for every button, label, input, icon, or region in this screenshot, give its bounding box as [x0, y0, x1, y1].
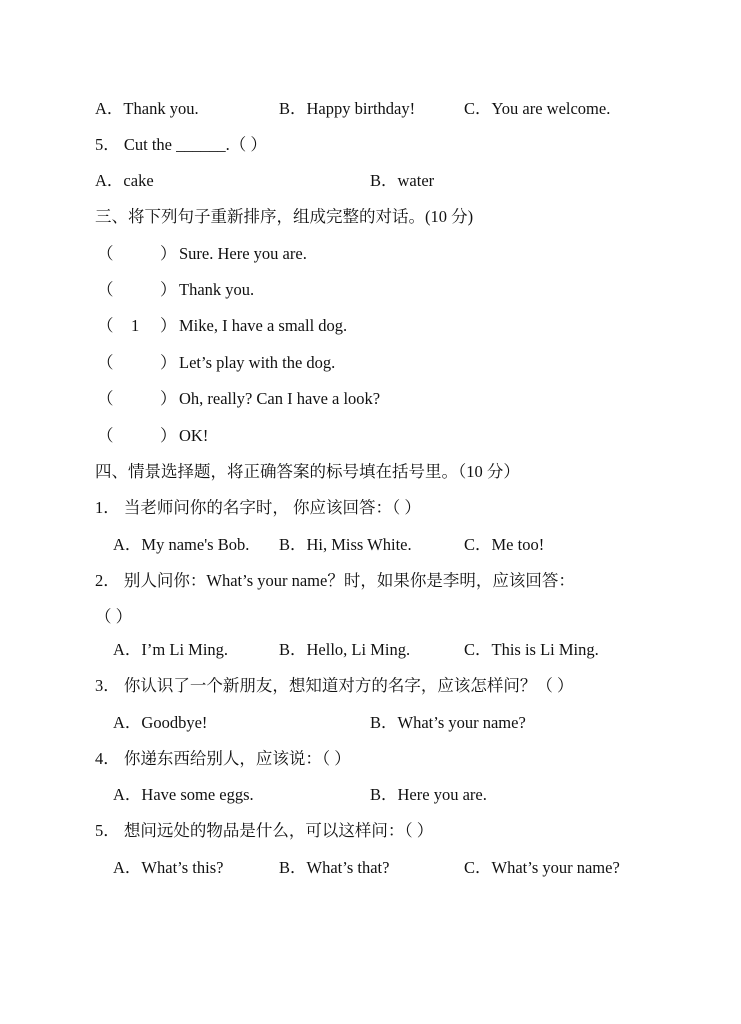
option-a: A．What’s this? — [113, 858, 224, 877]
option-b: B．Hi, Miss White. — [279, 535, 412, 554]
paren-open: （ — [97, 426, 114, 445]
option-a: A．Have some eggs. — [113, 785, 254, 804]
option-b: B．What’s your name? — [370, 713, 526, 732]
option-b: B．water — [370, 171, 435, 190]
order-text: Oh, really? Can I have a look? — [179, 389, 381, 408]
paren-close: ） — [160, 280, 177, 299]
paren-open: （ — [97, 316, 114, 335]
question-4-stem: 4． 你递东西给别人，应该说：（ ） — [95, 749, 351, 768]
option-b: B．Happy birthday! — [279, 99, 416, 118]
question-5-stem: 5． 想问远处的物品是什么，可以这样问：（ ） — [95, 821, 434, 840]
order-text: OK! — [179, 426, 209, 445]
paren-close: ） — [160, 389, 177, 408]
option-a: A．Thank you. — [95, 99, 199, 118]
order-text: Mike, I have a small dog. — [179, 316, 348, 335]
option-c: C．Me too! — [464, 535, 545, 554]
question-1-stem: 1． 当老师问你的名字时， 你应该回答：（ ） — [95, 498, 421, 517]
question-5-stem: 5． Cut the ______.（ ） — [95, 135, 267, 154]
paren-close: ） — [160, 353, 177, 372]
option-b: B．Here you are. — [370, 785, 487, 804]
section-3-title: 三、将下列句子重新排序，组成完整的对话。(10 分) — [95, 207, 474, 226]
paren-open: （ — [97, 280, 114, 299]
option-a: A．Goodbye! — [113, 713, 208, 732]
paren-open: （ — [97, 389, 114, 408]
order-number: 1 — [131, 316, 140, 335]
paren-close: ） — [160, 426, 177, 445]
paren-open: （ — [97, 353, 114, 372]
paren-open: （ — [97, 244, 114, 263]
question-2-stem: 2． 别人问你：What’s your name？时，如果你是李明，应该回答： — [95, 571, 575, 590]
paren-close: ） — [160, 244, 177, 263]
option-c: C．This is Li Ming. — [464, 640, 599, 659]
section-4-title: 四、情景选择题，将正确答案的标号填在括号里。（10 分） — [95, 462, 520, 481]
option-a: A．My name's Bob. — [113, 535, 250, 554]
question-3-stem: 3． 你认识了一个新朋友，想知道对方的名字，应该怎样问？（ ） — [95, 676, 574, 695]
option-b: B．What’s that? — [279, 858, 390, 877]
question-2-answer-paren: （ ） — [95, 607, 133, 626]
order-text: Sure. Here you are. — [179, 244, 307, 263]
order-text: Thank you. — [179, 280, 255, 299]
paren-close: ） — [160, 316, 177, 335]
option-a: A．cake — [95, 171, 154, 190]
option-a: A．I’m Li Ming. — [113, 640, 229, 659]
option-c: C．You are welcome. — [464, 99, 611, 118]
order-text: Let’s play with the dog. — [179, 353, 336, 372]
option-c: C．What’s your name? — [464, 858, 620, 877]
option-b: B．Hello, Li Ming. — [279, 640, 411, 659]
